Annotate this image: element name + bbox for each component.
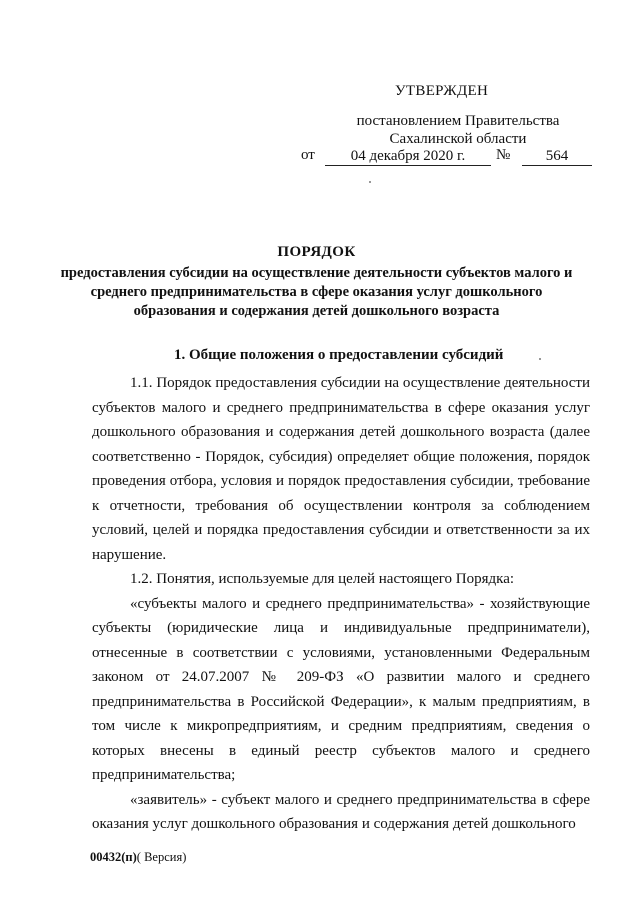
approved-by: [338, 112, 578, 148]
definition-smb: «субъекты малого и среднего предпринимательства» - хозяйствующие субъекты (юридические лица и индивидуальные предприниматели), отнесенные в соответствии с условиями, установленными Федеральным законом от 24.07.2007 № 209-ФЗ «О развитии малого и среднего предпринимательства в Российской Федерации», к малым предприятиям, в том числе к микропредприятиям, и средним предприятиям, сведения о которых внесены в единый реестр субъектов малого и среднего предпринимательства;: [92, 595, 590, 783]
paragraph-1-1: 1.1. Порядок предоставления субсидии на осуществление деятельности субъектов малого и среднего предпринимательства в сфере оказания услуг дошкольного образования и содержания детей дошкольного возраста (далее соответственно - Порядок, субсидия) определяет общие положения, порядок проведения отбора, условия и порядок предоставления субсидии, требование к отчетности, требования об осуществлении контроля за соблюдением условий, целей и порядка предоставления субсидии и ответственности за их нарушение.: [92, 375, 590, 563]
number-sign: №: [496, 147, 511, 163]
footer-code: [90, 850, 186, 865]
document-title: ПОРЯДОК: [277, 244, 356, 260]
approved-by-line2: Сахалинской области: [389, 131, 527, 147]
decree-date: 04 декабря 2020 г.: [325, 147, 491, 166]
date-prefix: от: [301, 147, 315, 163]
scan-speck: [539, 358, 541, 360]
section-heading: 1. Общие положения о предоставлении субсидий: [174, 347, 504, 363]
decree-date-row: [301, 147, 601, 167]
scan-speck: [369, 181, 371, 183]
approved-by-line1: постановлением Правительства: [356, 113, 560, 129]
definition-applicant: «заявитель» - субъект малого и среднего предпринимательства в сфере оказания услуг дошкольного образования и содержания детей дошкольного: [92, 791, 590, 832]
section-body: [92, 371, 590, 837]
document-code: 00432(п): [90, 850, 137, 864]
paragraph-1-2: 1.2. Понятия, используемые для целей настоящего Порядка:: [130, 571, 515, 587]
approved-label: УТВЕРЖДЕН: [395, 83, 489, 99]
document-version: ( Версия): [136, 850, 187, 864]
decree-number: 564: [522, 147, 592, 166]
document-subtitle: предоставления субсидии на осуществление деятельности субъектов малого и среднего предпринимательства в сфере оказания услуг дошкольного образования и содержания детей дошкольного возраста: [60, 265, 573, 319]
